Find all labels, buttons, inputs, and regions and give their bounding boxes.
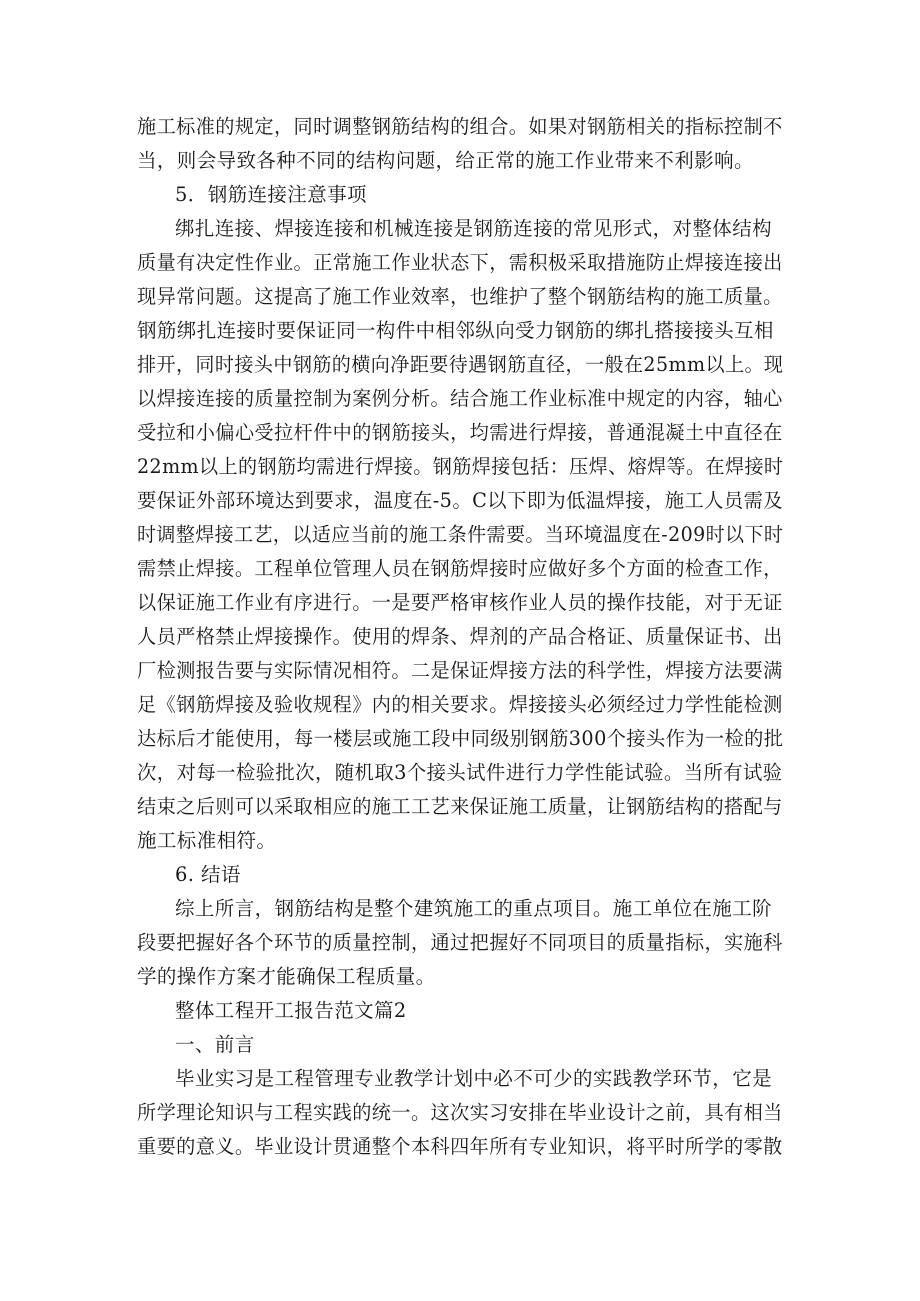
text-line: 需禁止焊接。工程单位管理人员在钢筋焊接时应做好多个方面的检查工作， [137, 557, 783, 580]
text-line: 当，则会导致各种不同的结构问题，给正常的施工作业带来不利影响。 [137, 149, 754, 172]
text-line: 重要的意义。毕业设计贯通整个本科四年所有专业知识，将平时所学的零散 [137, 1135, 783, 1158]
text-line: 以焊接连接的质量控制为案例分析。结合施工作业标准中规定的内容，轴心 [137, 387, 783, 410]
text-line: 受拉和小偏心受拉杆件中的钢筋接头，均需进行焊接，普通混凝土中直径在 [137, 421, 783, 444]
text-line: 钢筋绑扎连接时要保证同一构件中相邻纵向受力钢筋的绑扎搭接接头互相 [137, 319, 774, 342]
text-line: 厂检测报告要与实际情况相符。二是保证焊接方法的科学性，焊接方法要满 [137, 659, 783, 682]
text-line: 质量有决定性作业。正常施工作业状态下，需积极采取措施防止焊接连接出 [137, 251, 783, 274]
text-line: 达标后才能使用，每一楼层或施工段中同级别钢筋300个接头作为一检的批 [137, 727, 784, 750]
text-line: 学的操作方案才能确保工程质量。 [137, 965, 436, 988]
text-line: 段要把握好各个环节的质量控制，通过把握好不同项目的质量指标，实施科 [137, 931, 783, 954]
section-heading: 6. 结语 [175, 863, 241, 886]
text-line: 时调整焊接工艺，以适应当前的施工条件需要。当环境温度在-209时以下时 [137, 523, 784, 546]
text-line: 施工标准的规定，同时调整钢筋结构的组合。如果对钢筋相关的指标控制不 [137, 115, 783, 138]
text-line: 现异常问题。这提高了施工作业效率，也维护了整个钢筋结构的施工质量。 [137, 285, 783, 308]
text-line: 综上所言，钢筋结构是整个建筑施工的重点项目。施工单位在施工阶 [175, 897, 773, 920]
text-line: 所学理论知识与工程实践的统一。这次实习安排在毕业设计之前，具有相当 [137, 1101, 783, 1124]
text-line: 22mm以上的钢筋均需进行焊接。钢筋焊接包括：压焊、熔焊等。在焊接时 [137, 455, 784, 478]
text-line: 要保证外部环境达到要求，温度在-5。C以下即为低温焊接，施工人员需及 [137, 489, 784, 512]
article-title: 整体工程开工报告范文篇2 [175, 999, 407, 1022]
text-line: 结束之后则可以采取相应的施工工艺来保证施工质量，让钢筋结构的搭配与 [137, 795, 783, 818]
section-heading: 5．钢筋连接注意事项 [175, 183, 367, 206]
text-line: 人员严格禁止焊接操作。使用的焊条、焊剂的产品合格证、质量保证书、出 [137, 625, 783, 648]
text-line: 绑扎连接、焊接连接和机械连接是钢筋连接的常见形式，对整体结构 [175, 217, 773, 240]
text-line: 次，对每一检验批次，随机取3个接头试件进行力学性能试验。当所有试验 [137, 761, 783, 784]
text-line: 以保证施工作业有序进行。一是要严格审核作业人员的操作技能，对于无证 [137, 591, 783, 614]
text-line: 排开，同时接头中钢筋的横向净距要待遇钢筋直径，一般在25mm以上。现 [137, 353, 784, 376]
text-line: 施工标准相符。 [137, 829, 277, 852]
section-heading: 一、前言 [175, 1033, 255, 1056]
text-line: 毕业实习是工程管理专业教学计划中必不可少的实践教学环节，它是 [175, 1067, 773, 1090]
text-line: 足《钢筋焊接及验收规程》内的相关要求。焊接接头必须经过力学性能检测 [137, 693, 783, 716]
